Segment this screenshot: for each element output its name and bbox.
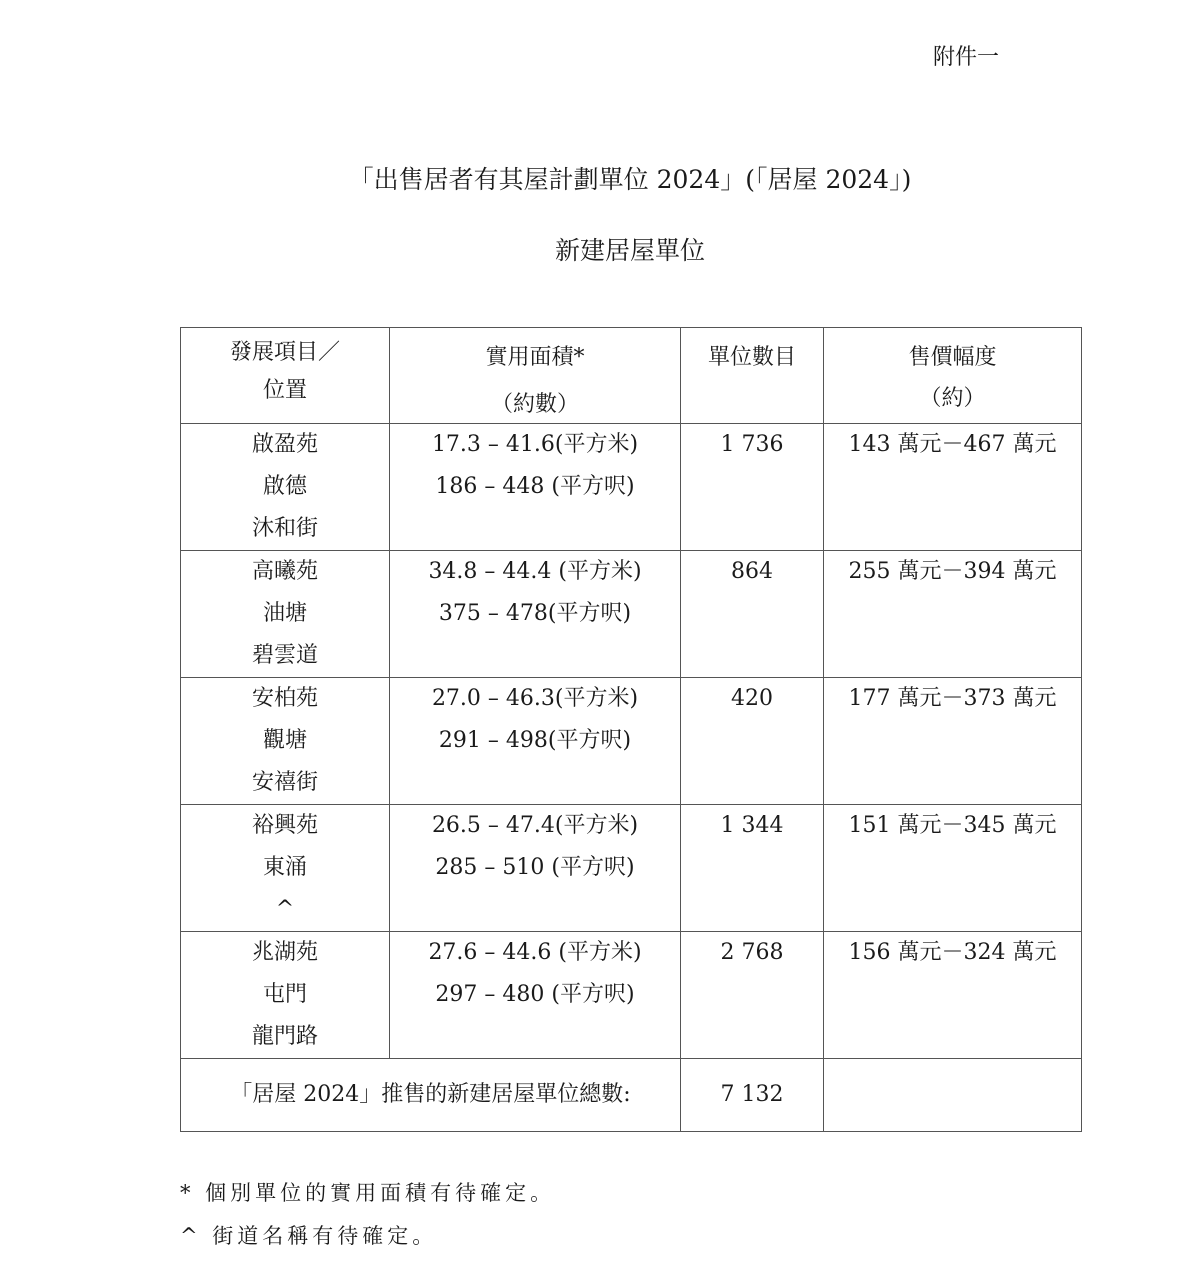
project-cell — [181, 551, 390, 678]
units-cell — [681, 678, 824, 805]
project-name: 裕興苑 — [251, 813, 318, 838]
total-row — [181, 1059, 1082, 1132]
units-cell — [681, 805, 824, 932]
area-sqm: 27.6 – 44.6 (平方米) — [428, 940, 642, 965]
price-range: 143 萬元－467 萬元 — [848, 432, 1057, 457]
table-row — [181, 551, 1082, 678]
area-cell — [390, 932, 681, 1059]
footnote-street: ^ 街道名稱有待確定。 — [180, 1224, 438, 1248]
total-label: 「居屋 2024」推售的新建居屋單位總數: — [181, 1059, 681, 1132]
units-cell — [681, 551, 824, 678]
project-street: ^ — [275, 897, 295, 922]
project-street: 龍門路 — [251, 1024, 318, 1049]
document-subtitle: 新建居屋單位 — [554, 236, 705, 265]
unit-count: 864 — [731, 559, 773, 584]
project-name: 高曦苑 — [251, 559, 318, 584]
document-title: 「出售居者有其屋計劃單位 2024」(「居屋 2024」) — [348, 165, 912, 194]
table-header-row — [181, 328, 1082, 424]
unit-count: 1 736 — [720, 432, 784, 457]
area-cell — [390, 678, 681, 805]
project-district: 啟德 — [262, 474, 307, 499]
footnotes — [180, 1175, 555, 1261]
price-range: 151 萬元－345 萬元 — [848, 813, 1057, 838]
annex-label: 附件一 — [933, 45, 1000, 70]
header-area — [390, 328, 681, 424]
units-cell — [681, 932, 824, 1059]
project-district: 油塘 — [262, 601, 307, 626]
table-row — [181, 678, 1082, 805]
total-units: 7 132 — [681, 1059, 824, 1132]
area-cell — [390, 551, 681, 678]
price-range: 255 萬元－394 萬元 — [848, 559, 1057, 584]
project-cell — [181, 678, 390, 805]
price-range: 177 萬元－373 萬元 — [848, 686, 1057, 711]
project-district: 觀塘 — [262, 728, 307, 753]
header-line: 實用面積* — [485, 345, 585, 370]
table-row — [181, 805, 1082, 932]
header-line: （約數） — [490, 392, 579, 417]
unit-count: 1 344 — [720, 813, 784, 838]
price-cell — [824, 805, 1082, 932]
price-cell — [824, 678, 1082, 805]
area-cell — [390, 805, 681, 932]
table-row — [181, 932, 1082, 1059]
project-street: 碧雲道 — [251, 643, 318, 668]
project-name: 兆湖苑 — [251, 940, 318, 965]
price-range: 156 萬元－324 萬元 — [848, 940, 1057, 965]
area-sqm: 34.8 – 44.4 (平方米) — [428, 559, 642, 584]
footnote-area: * 個別單位的實用面積有待確定。 — [180, 1181, 556, 1205]
table-row — [181, 424, 1082, 551]
project-cell — [181, 424, 390, 551]
project-name: 啟盈苑 — [251, 432, 318, 457]
project-district: 屯門 — [262, 982, 307, 1007]
header-price — [824, 328, 1082, 424]
area-sqft: 186 – 448 (平方呎) — [435, 474, 635, 499]
area-cell — [390, 424, 681, 551]
header-units — [681, 328, 824, 424]
units-cell — [681, 424, 824, 551]
area-sqft: 297 – 480 (平方呎) — [435, 982, 635, 1007]
area-sqm: 17.3 – 41.6(平方米) — [431, 432, 639, 457]
total-price-empty — [824, 1059, 1082, 1132]
header-line: 發展項目／ — [229, 340, 340, 365]
project-street: 沐和街 — [251, 516, 318, 541]
area-sqft: 291 – 498(平方呎) — [438, 728, 632, 753]
project-name: 安柏苑 — [251, 686, 318, 711]
price-cell — [824, 932, 1082, 1059]
area-sqft: 285 – 510 (平方呎) — [435, 855, 635, 880]
project-street: 安禧街 — [251, 770, 318, 795]
price-cell — [824, 424, 1082, 551]
unit-count: 420 — [731, 686, 773, 711]
area-sqm: 26.5 – 47.4(平方米) — [431, 813, 639, 838]
price-cell — [824, 551, 1082, 678]
unit-count: 2 768 — [720, 940, 784, 965]
project-cell — [181, 932, 390, 1059]
header-line: 位置 — [262, 378, 307, 403]
project-district: 東涌 — [262, 855, 307, 880]
header-line: 售價幅度 — [908, 345, 997, 370]
project-cell — [181, 805, 390, 932]
header-line: 單位數目 — [707, 345, 796, 370]
units-table — [180, 327, 1082, 1132]
area-sqm: 27.0 – 46.3(平方米) — [431, 686, 639, 711]
header-line: （約） — [919, 386, 986, 411]
area-sqft: 375 – 478(平方呎) — [438, 601, 632, 626]
header-project — [181, 328, 390, 424]
